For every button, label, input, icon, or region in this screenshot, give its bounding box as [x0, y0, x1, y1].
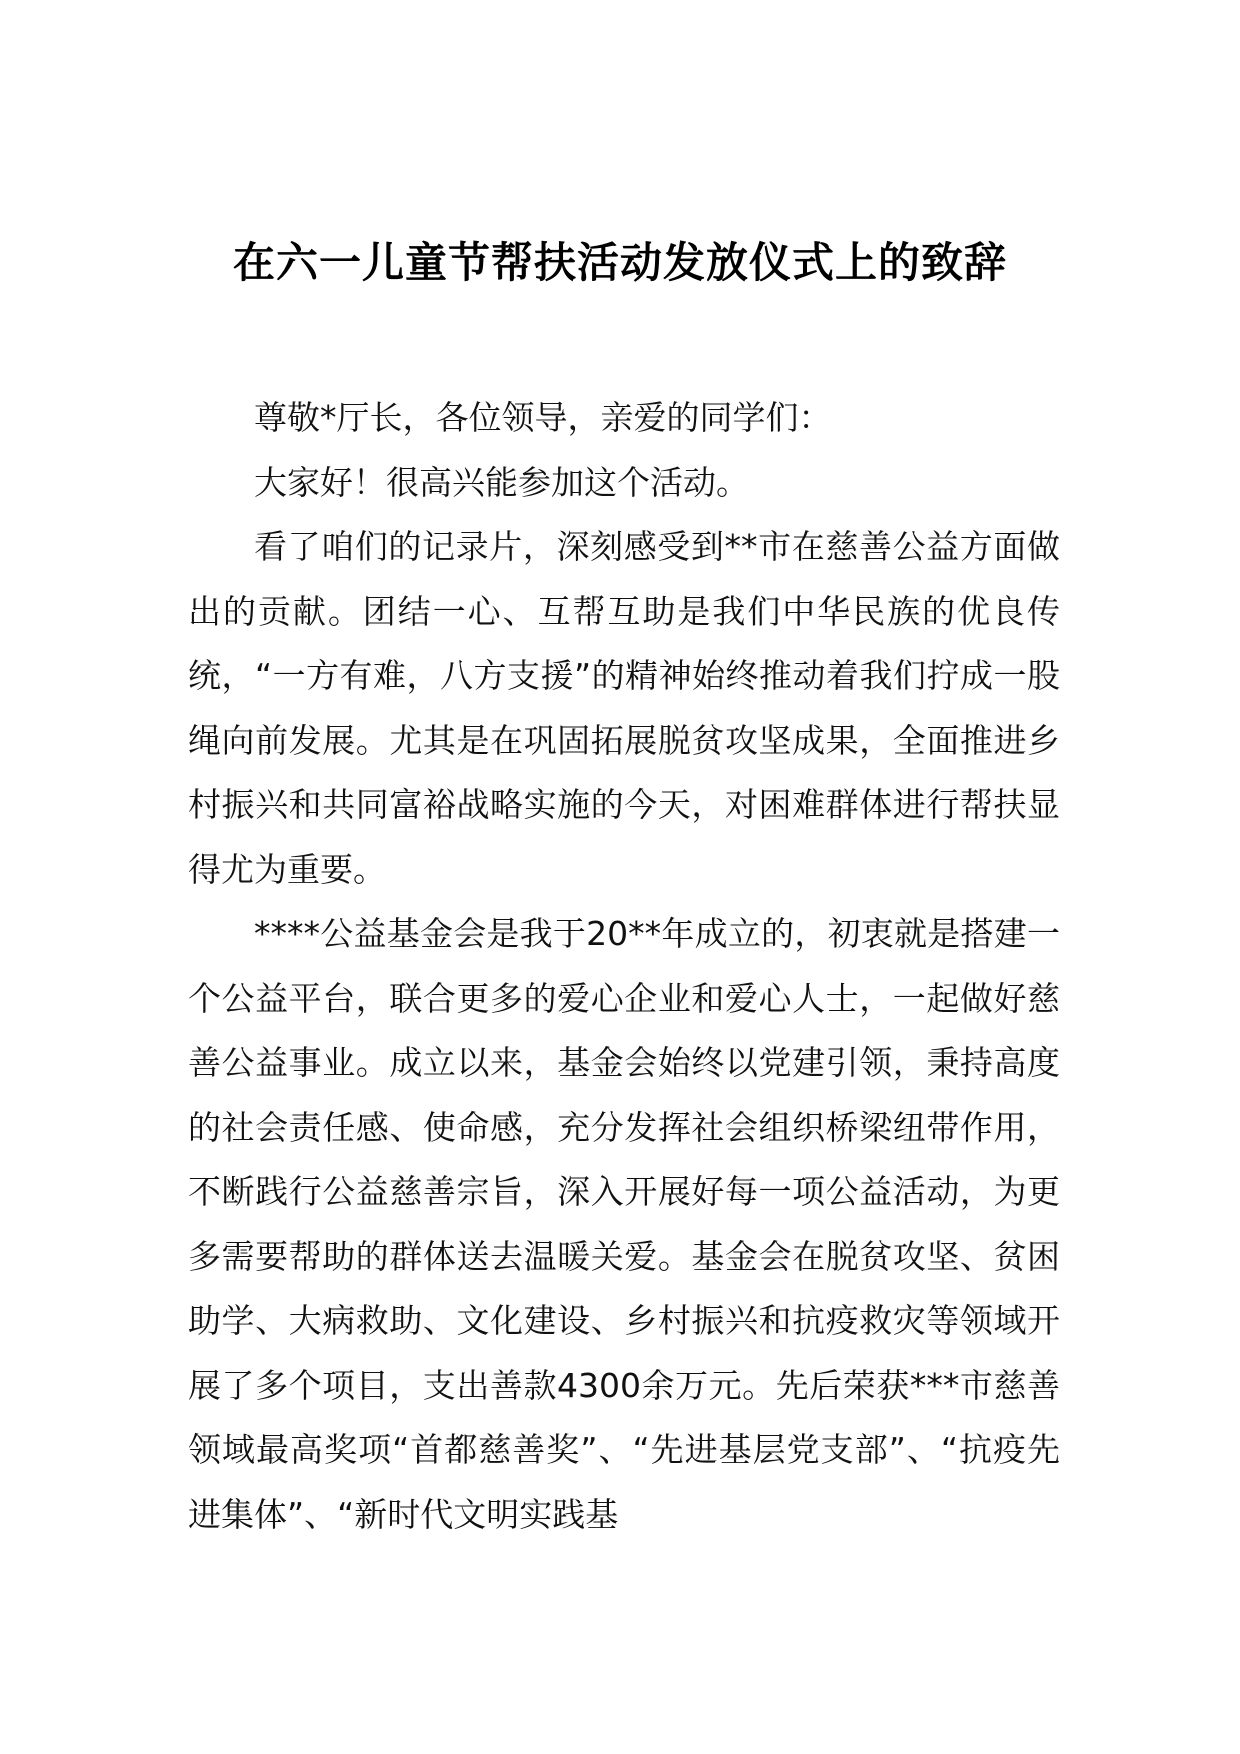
- paragraph-foundation: ****公益基金会是我于20**年成立的，初衷就是搭建一个公益平台，联合更多的爱心企业和爱心人士，一起做好慈善公益事业。成立以来，基金会始终以党建引领，秉持高度的社会责任感、使命感，充分发挥社会组织桥梁纽带作用，不断践行公益慈善宗旨，深入开展好每一项公益活动，为更多需要帮助的群体送去温暖关爱。基金会在脱贫攻坚、贫困助学、大病救助、文化建设、乡村振兴和抗疫救灾等领域开展了多个项目，支出善款4300余万元。先后荣获***市慈善领域最高奖项“首都慈善奖”、“先进基层党支部”、“抗疫先进集体”、“新时代文明实践基: [188, 914, 1060, 1534]
- document-body: [188, 386, 1060, 1547]
- paragraph-greeting: 大家好！很高兴能参加这个活动。: [254, 462, 749, 502]
- salutation: 尊敬*厅长，各位领导，亲爱的同学们：: [254, 398, 832, 437]
- paragraph-documentary: 看了咱们的记录片，深刻感受到**市在慈善公益方面做出的贡献。团结一心、互帮互助是我们中华民族的优良传统，“一方有难，八方支援”的精神始终推动着我们拧成一股绳向前发展。尤其是在巩固拓展脱贫攻坚成果，全面推进乡村振兴和共同富裕战略实施的今天，对困难群体进行帮扶显得尤为重要。: [188, 527, 1060, 889]
- document-title: 在六一儿童节帮扶活动发放仪式上的致辞: [232, 238, 1007, 288]
